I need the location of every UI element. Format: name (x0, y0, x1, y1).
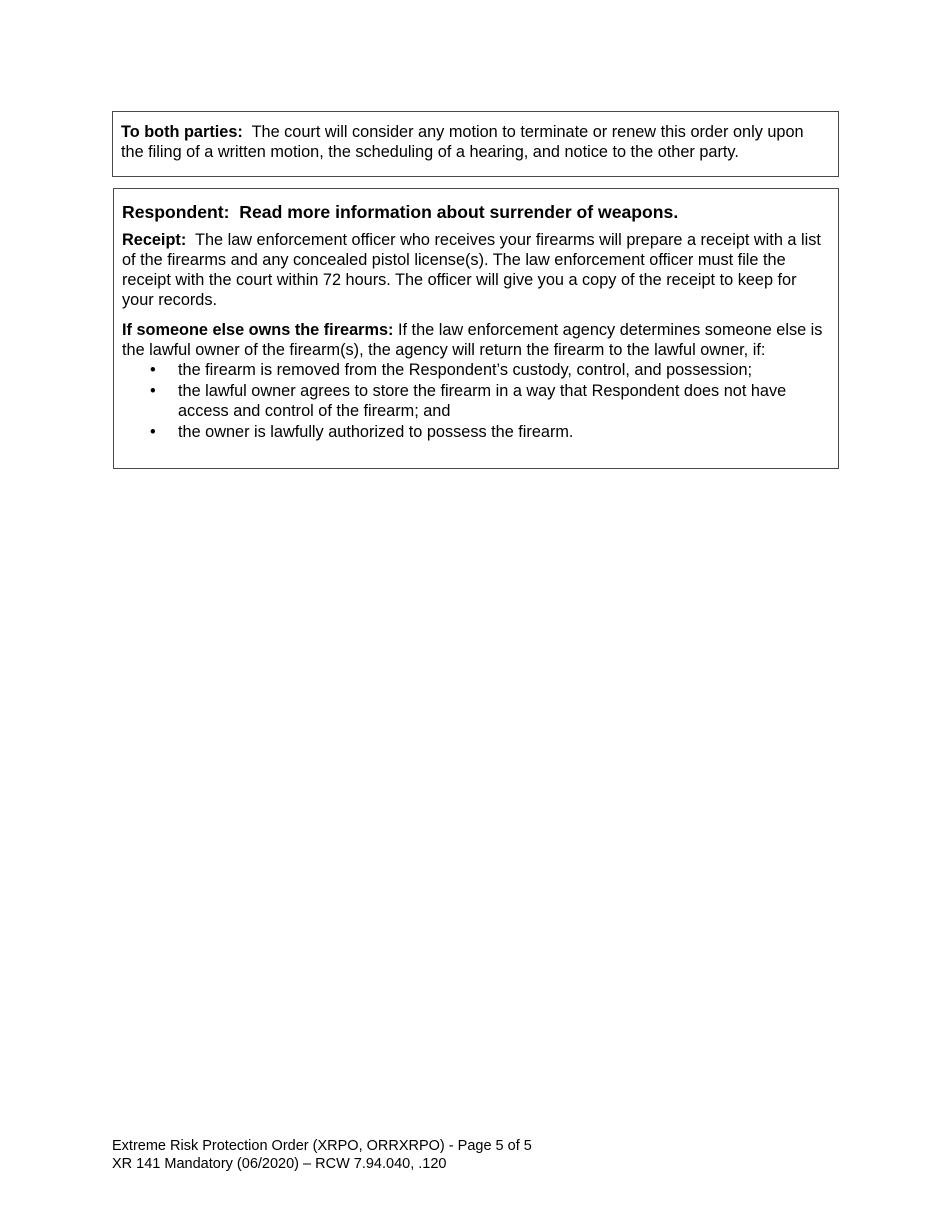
footer-form-title: Extreme Risk Protection Order (XRPO, ORRXRPO) - Page 5 of 5 (112, 1138, 532, 1154)
list-item (122, 422, 830, 442)
someone-else-label: If someone else owns the firearms: (122, 321, 394, 339)
page-footer (112, 1137, 532, 1173)
bullet-icon: • (150, 382, 156, 400)
footer-form-code: XR 141 Mandatory (06/2020) – RCW 7.94.040, .120 (112, 1156, 447, 1172)
someone-else-paragraph (122, 320, 830, 360)
list-item-text: the lawful owner agrees to store the firearm in a way that Respondent does not have access and control of the firearm; and (178, 382, 787, 420)
both-parties-label: To both parties: (121, 123, 243, 141)
return-conditions-list (122, 360, 830, 442)
list-item-text: the firearm is removed from the Respondent’s custody, control, and possession; (178, 361, 753, 379)
list-item-text: the owner is lawfully authorized to possess the firearm. (178, 423, 574, 441)
receipt-paragraph (122, 230, 830, 310)
bullet-icon: • (150, 423, 156, 441)
both-parties-paragraph (121, 122, 830, 162)
respondent-heading: Respondent: Read more information about surrender of weapons. (122, 202, 679, 222)
receipt-text: The law enforcement officer who receives your firearms will prepare a receipt with a list of the firearms and any concealed pistol license(s). The law enforcement officer must file the receipt with the court within 72 hours. The officer will give you a copy of the receipt to keep for your records. (122, 231, 826, 309)
someone-else-text: If the law enforcement agency determines someone else is the lawful owner of the firearm(s), the agency will return the firearm to the lawful owner, if: (122, 321, 827, 359)
both-parties-notice-box (112, 111, 839, 177)
list-item (122, 360, 830, 380)
respondent-weapons-info-box (113, 188, 839, 469)
list-item (122, 381, 830, 421)
receipt-label: Receipt: (122, 231, 187, 249)
both-parties-text: The court will consider any motion to terminate or renew this order only upon the filing of a written motion, the scheduling of a hearing, and notice to the other party. (121, 123, 809, 161)
bullet-icon: • (150, 361, 156, 379)
